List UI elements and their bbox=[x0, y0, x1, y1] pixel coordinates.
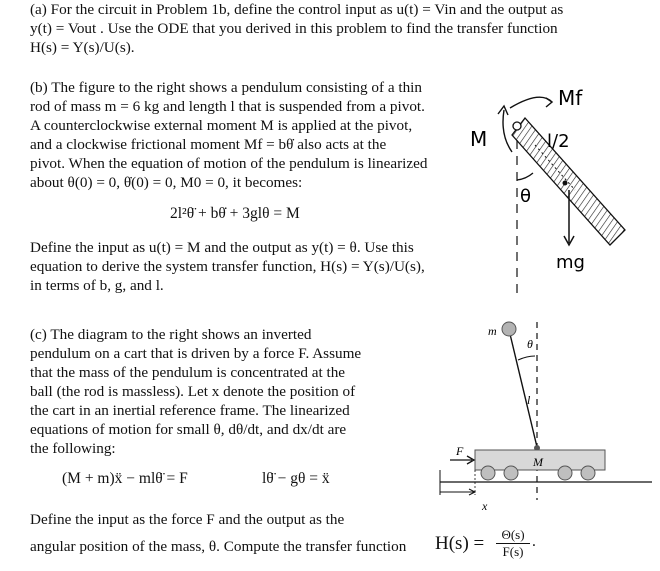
moment-arc bbox=[503, 110, 512, 152]
part-b-line: A counterclockwise external moment M is applied at the pivot, bbox=[30, 117, 413, 134]
tf-period: . bbox=[532, 533, 536, 550]
wheel bbox=[581, 466, 595, 480]
part-b-equation: 2l²θ̈ + bθ̇ + 3glθ = M bbox=[170, 205, 300, 222]
part-c-line: the cart in an inertial reference frame. The linearized bbox=[30, 402, 350, 419]
angle-arc bbox=[518, 356, 535, 360]
part-c-line: ball (the rod is massless). Let x denote the position of bbox=[30, 383, 356, 400]
part-b-line: about θ(0) = 0, θ̇(0) = 0, M0 = 0, it becomes: bbox=[30, 174, 303, 191]
wheel bbox=[558, 466, 572, 480]
angle-label: θ bbox=[520, 186, 532, 207]
angle-label: θ bbox=[527, 337, 533, 351]
part-c-after-line-2: angular position of the mass, θ. Compute the transfer function bbox=[30, 538, 407, 555]
tf-denominator: F(s) bbox=[502, 544, 524, 559]
part-c-line: the following: bbox=[30, 440, 116, 457]
pendulum-rod bbox=[510, 334, 537, 447]
angle-arc bbox=[517, 173, 533, 180]
cart-pendulum-figure bbox=[430, 310, 655, 520]
part-b-line: and a clockwise frictional moment Mf = bθ̇ also acts at the bbox=[30, 136, 387, 153]
pivot bbox=[513, 122, 521, 130]
moment-label: M bbox=[470, 127, 488, 151]
wheel bbox=[504, 466, 518, 480]
part-c-after-line-1: Define the input as the force F and the output as the bbox=[30, 511, 345, 528]
part-b-line: (b) The figure to the right shows a pendulum consisting of a thin bbox=[30, 79, 422, 96]
part-b-after-line: equation to derive the system transfer function, H(s) = Y(s)/U(s), bbox=[30, 258, 425, 275]
part-b-line: pivot. When the equation of motion of the pendulum is linearized bbox=[30, 155, 428, 172]
part-b-after-line: in terms of b, g, and l. bbox=[30, 277, 164, 294]
part-c-line: equations of motion for small θ, dθ/dt, and dx/dt are bbox=[30, 421, 347, 438]
weight-label: mg bbox=[556, 252, 585, 273]
part-c-equation-1: (M + m)ẍ − mlθ̈ = F bbox=[62, 470, 188, 487]
pendulum-figure bbox=[460, 80, 660, 300]
part-a-line-1: (a) For the circuit in Problem 1b, define the control input as u(t) = Vin and the output as bbox=[30, 1, 564, 18]
tf-numerator: Θ(s) bbox=[501, 527, 525, 542]
friction-label: Mf bbox=[558, 86, 583, 110]
part-a-line-3: H(s) = Y(s)/U(s). bbox=[30, 39, 135, 56]
part-c-line: that the mass of the pendulum is concentrated at the bbox=[30, 364, 346, 381]
pendulum-ball bbox=[502, 322, 516, 336]
cart-label: M bbox=[533, 455, 543, 469]
part-c-equation-2: lθ̈ − gθ = ẍ bbox=[262, 470, 330, 487]
length-label: l bbox=[527, 393, 531, 407]
transfer-function-lhs: H(s) = bbox=[435, 533, 485, 554]
force-label: F bbox=[456, 444, 464, 458]
part-b-after-line: Define the input as u(t) = M and the output as y(t) = θ. Use this bbox=[30, 239, 414, 256]
mass-label: m bbox=[488, 324, 497, 338]
position-label: x bbox=[482, 499, 488, 513]
part-b-line: rod of mass m = 6 kg and length l that is suspended from a pivot. bbox=[30, 98, 425, 115]
part-c-line: pendulum on a cart that is driven by a force F. Assume bbox=[30, 345, 362, 362]
wheel bbox=[481, 466, 495, 480]
half-length-label: l/2 bbox=[547, 131, 570, 152]
part-c-line: (c) The diagram to the right shows an inverted bbox=[30, 326, 312, 343]
transfer-function-fraction bbox=[496, 528, 530, 559]
part-a-line-2: y(t) = Vout . Use the ODE that you derived in this problem to find the transfer function bbox=[30, 20, 558, 37]
